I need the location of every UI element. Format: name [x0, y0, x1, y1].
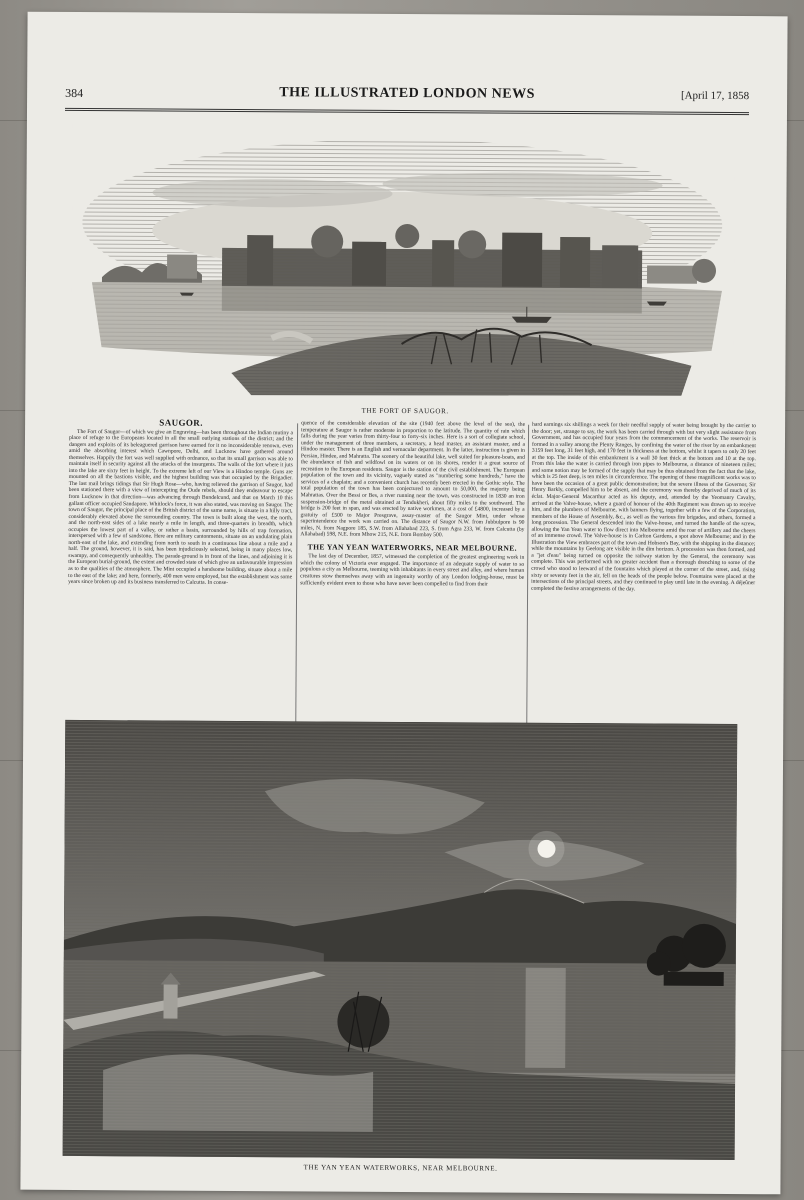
yan-yean-heading: THE YAN YEAN WATERWORKS, NEAR MELBOURNE.	[307, 542, 518, 553]
fort-of-saugor-picture	[71, 122, 735, 406]
saugor-body-part-2: quence of the considerable elevation of the site (1940 feet above the level of the sea), the temperature at Saugor is rather moderate in proportion to the latitude. The quantity of rain which falls during the year varies from thirty-four to forty-six inches. Here is a sort of collegiate school, under the management of three members, a secretary, a head master, an assistant master, and a Hindoo master. There is an English and vernacular department. In the latter, instruction is given in Persian, Hindee, and Mahratta. The scenery of the beautiful lake, well suited for pleasure-boats, and the abundance of fish and wildfowl on its waters or on its shores, render it a great source of recreation to the European residents. Saugor is the station of the civil establishment. The European population of the town and its vicinity, vaguely stated as "numbering some hundreds," have the services of a chaplain; and a convenient church has recently been erected in the Gothic style. The total population of the town has been conjectured to amount to 50,000, the majority being Mahrattas. Over the Bessi or Bes, a river running near the town, was constructed in 1830 an iron suspension-bridge of the metal obtained at Tendukheri, about fifty miles to the southward. The bridge is 200 feet in span, and was erected by native workmen, at a cost of £4800, increased by a gratuity of £500 to Major Presgrave, assay-master of the Saugor Mint, under whose superintendence the work was carried on. The distance of Saugor N.W. from Jubbulpore is 90 miles, N. from Nagpore 185, S.W. from Allahabad 223, S. from Agra 233, W. from Calcutta (by Allahabad) 598, N.E. from Mhow 215, N.E. from Bombay 500.	[300, 420, 526, 539]
masthead: THE ILLUSTRATED LONDON NEWS	[279, 85, 535, 102]
fort-of-saugor-engraving	[71, 122, 735, 406]
column-rule	[295, 423, 298, 723]
yan-yean-caption: THE YAN YEAN WATERWORKS, NEAR MELBOURNE.	[303, 1163, 498, 1173]
yan-yean-waterworks-picture	[63, 720, 738, 1160]
newspaper-page	[20, 12, 787, 1195]
yan-yean-body-part-2: hard earnings six shillings a week for their needful supply of water being brought by the carrier to the door; yet, strange to say, the work has been carried through with but very slight assistance from Government, and has occupied four years from the commencement of the works. The reservoir is formed in a valley among the Plenty Ranges, by confining the water of the river by an embankment 3159 feet long, 31 feet high, and 170 feet in thickness at the bottom, whilst it tapers to only 20 feet at the top. The inside of this embankment is a wall 30 feet thick at the bottom and 10 at the top. From this lake the water is carried through iron pipes to Melbourne, a distance of nineteen miles; and some notion may be formed of the supply that may be thus obtained from the fact that the lake, which is 25 feet deep, is ten miles in circumference. The opening of these magnificent works was to have been the occasion of a great public demonstration; but the severe illness of the Governor, Sir Henry Barkly, compelled him to be absent, and the ceremony was thereby deprived of much of its éclat. Major-General Macarthur acted as his deputy, and, attended by the Yeomanry Cavalry, arrived at the Valve-house, where a guard of honour of the 40th Regiment was drawn up to receive him, and the plumbers of Melbourne, with banners flying, together with a few of the Corporation, members of the House of Assembly, &c., as well as the various fire brigades, and others, formed a long procession. The General descended into the Valve-house, and turned the handle of the screw, allowing the Yan Yean water to flow direct into Melbourne amid the roar of artillery and the cheers of an immense crowd. The Valve-house is in Carlton Gardens, a spot above Melbourne; and in the Illustration the View embraces part of the town and Hobson's Bay, with the shipping in the distance; while the mountains by Geelong are visible in the dim horizon. A procession was then formed, and a "jet d'eau" being turned on opposite the railway station by the General, the ceremony was complete. This was performed with no greater accident than a thorough drenching to some of the crowd who stood to leeward of the fountains which played at the corner of the street, and, rising sixty or seventy feet in the air, fell on the heads of the people below. Fountains were placed at the intersections of the principal streets, and they continued to play until late in the evening. A déjeûner completed the festive arrangements of the day.	[531, 421, 757, 593]
article-column-2	[300, 420, 525, 587]
issue-date: [April 17, 1858	[680, 89, 750, 103]
yan-yean-waterworks-engraving	[63, 720, 738, 1160]
yan-yean-body-part-1: The last day of December, 1857, witnessed the completion of the greatest engineering work in which the colony of Victoria ever engaged. The importance of an adequate supply of water to so populous a city as Melbourne, teeming with inhabitants in every street and alley, and where human creatures stow themselves away with an ingenuity worthy of any London lodging-house, must be sufficiently evident even to those who have never been compelled to find from their	[300, 553, 525, 588]
article-column-3	[531, 422, 756, 594]
saugor-body-part-1: The Fort of Saugor—of which we give an Engraving—has been throughout the Indian mutiny a place of refuge to the Europeans located in all the small outlying stations of the district; and the dangers and exploits of its beleaguered garrison have earned for it no inconsiderable renown, even amid the absorbing interest which Cawnpore, Delhi, and Lucknow have gathered around themselves. Happily the fort was well supplied with ordnance, so that its small garrison was able to maintain itself in security against all the attacks of the insurgents. The walls of the fort where it juts into the lake are sixty feet in height. To the extreme left of our View is a Hindoo temple. Guns are mounted on all the bastions visible, and the highest building was that occupied by the Brigadier. The last mail brings tidings that Sir Hugh Rose—who, having relieved the garrison of Saugor, had been stationed there with a view of intercepting the Oude rebels, should they endeavour to escape from Lucknow in that direction—was advancing through Bundelcund, and that on March 10 this gallant officer occupied Sandapore. Whitlock's force, it was also stated, was moving on Saugor. The town of Saugor, the principal place of the British district of the same name, is situate in a hilly tract, considerably elevated above the surrounding country. The town is built along the west, the north, and the north-east sides of a lake nearly a mile in length, and three-quarters in breadth, which occupies the lowest part of a valley, or rather a basin, surrounded by hills of trap formation, interspersed with a few of sandstone. Here are military cantonments, situate on an undulating plain north-east of the lake, and extending from north to south in a continuous line about a mile and a half. The ground, however, it is said, has been injudiciously selected, being in many places low, swampy, and consequently unhealthy. The parade-ground is in front of the lines, and adjoining it is the European burial-ground, the extent and crowded state of which give an unfavourable impression as to the qualities of the atmosphere. The Mint occupied a handsome building, situate about a mile to the east of the lake; and here, formerly, 400 men were employed, but the establishment was some years since broken up and its business transferred to Calcutta. In conse-	[68, 428, 294, 587]
page-header	[65, 82, 749, 110]
saugor-heading: SAUGOR.	[159, 417, 203, 428]
fort-of-saugor-caption: THE FORT OF SAUGOR.	[361, 406, 449, 416]
article-column-1	[68, 415, 293, 587]
page-number: 384	[65, 85, 84, 101]
column-rule	[526, 425, 529, 725]
